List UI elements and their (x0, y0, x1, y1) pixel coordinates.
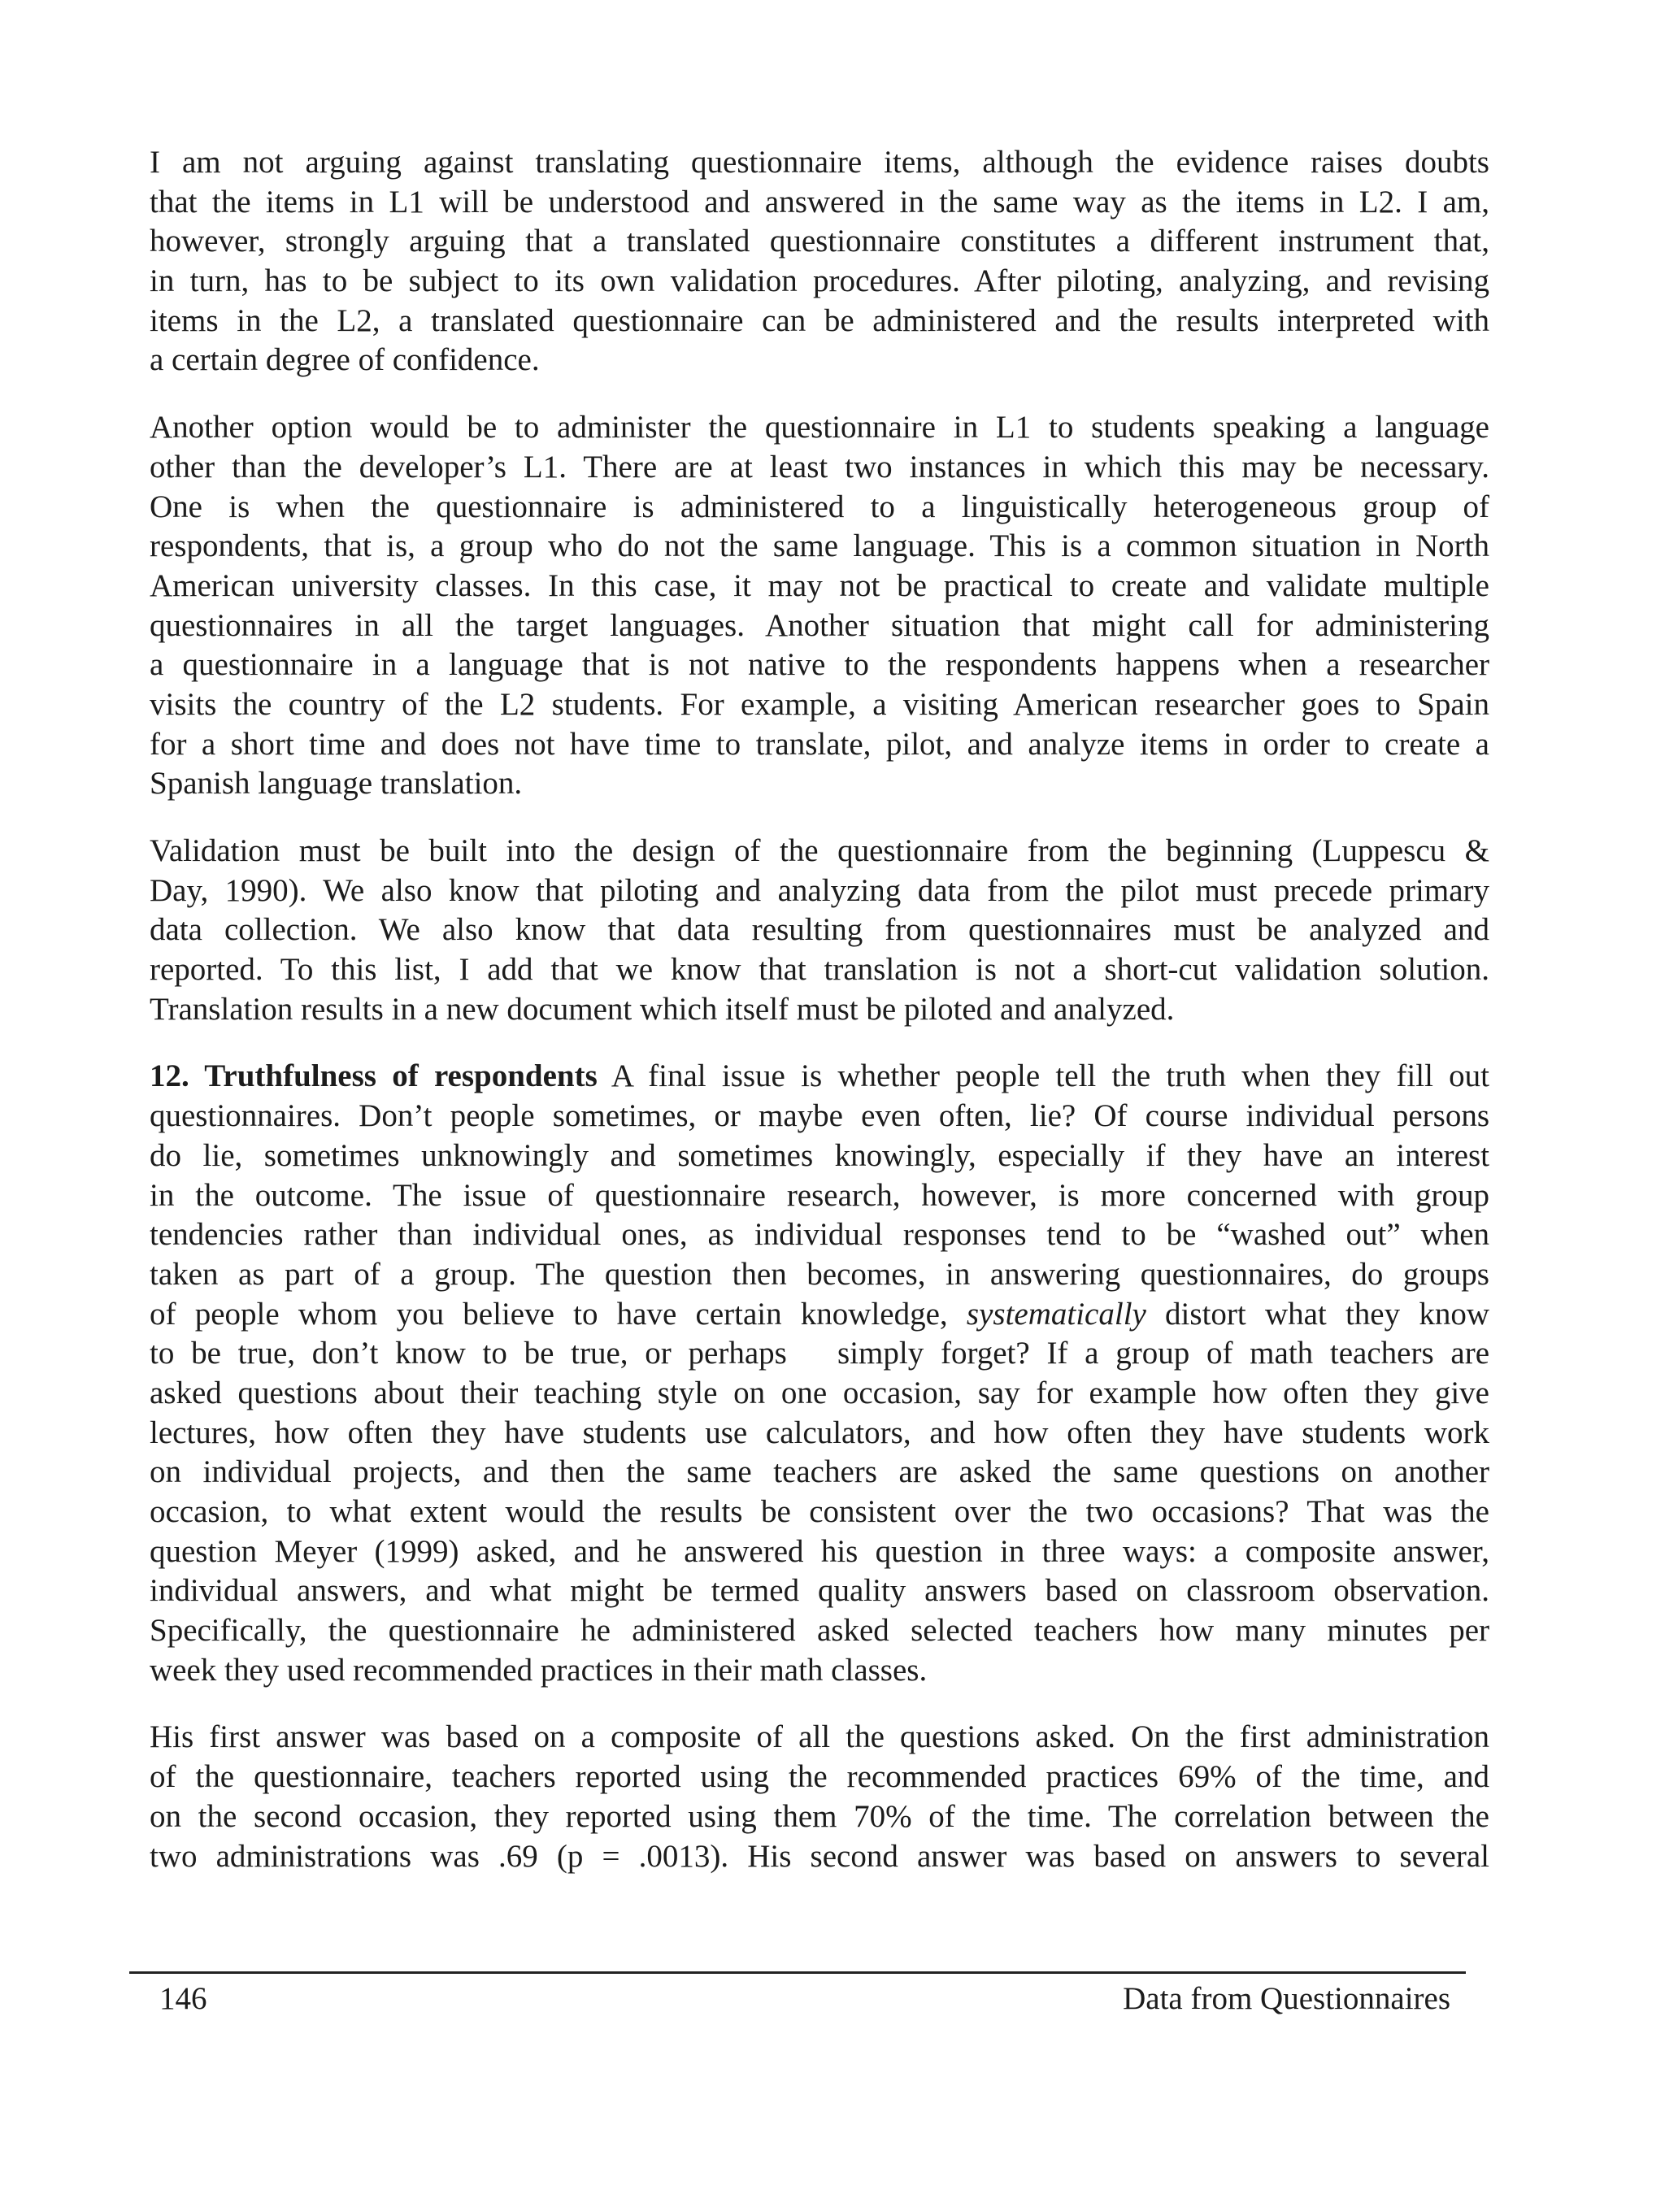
text-line: individual answers, and what might be termed quality answers based on classroom observation. (150, 1573, 1489, 1609)
text-line (150, 1057, 1489, 1097)
text-line: respondents, that is, a group who do not the same language. This is a common situation in North (150, 528, 1489, 564)
text-line: Spanish language translation. (150, 766, 523, 802)
text-line: two administrations was .69 (p = .0013). His second answer was based on answers to several (150, 1838, 1489, 1874)
text-line: I am not arguing against translating questionnaire items, although the evidence raises doubts (150, 145, 1489, 180)
text-segment: of people whom you believe to have certain knowledge, (150, 1296, 967, 1332)
text-line: in turn, has to be subject to its own validation procedures. After piloting, analyzing, and revising (150, 263, 1489, 299)
text-line: asked questions about their teaching style on one occasion, say for example how often they give (150, 1375, 1489, 1410)
text-line: that the items in L1 will be understood and answered in the same way as the items in L2. I am, (150, 184, 1489, 219)
text-line: Specifically, the questionnaire he administered asked selected teachers how many minutes per (150, 1613, 1489, 1649)
text-line: His first answer was based on a composite of all the questions asked. On the first administration (150, 1719, 1489, 1755)
text-line: on the second occasion, they reported using them 70% of the time. The correlation between the (150, 1798, 1489, 1834)
text-line: lectures, how often they have students use calculators, and how often they have students work (150, 1415, 1489, 1450)
text-line: taken as part of a group. The question then becomes, in answering questionnaires, do groups (150, 1256, 1489, 1292)
text-line: tendencies rather than individual ones, as individual responses tend to be “washed out” when (150, 1217, 1489, 1253)
text-line: American university classes. In this case, it may not be practical to create and validate multiple (150, 567, 1489, 603)
text-line: in the outcome. The issue of questionnaire research, however, is more concerned with group (150, 1177, 1489, 1213)
text-line: Validation must be built into the design of the questionnaire from the beginning (Luppescu & (150, 833, 1489, 868)
emphasis: systematically (966, 1296, 1146, 1332)
text-line: data collection. We also know that data resulting from questionnaires must be analyzed and (150, 912, 1489, 948)
text-line: items in the L2, a translated questionnaire can be administered and the results interpreted with (150, 302, 1489, 338)
text-line: One is when the questionnaire is administered to a linguistically heterogeneous group of (150, 489, 1489, 524)
paragraph (150, 408, 1489, 804)
text-line (150, 1295, 1489, 1335)
paragraph (150, 832, 1489, 1029)
text-line: question Meyer (1999) asked, and he answered his question in three ways: a composite answer, (150, 1533, 1489, 1569)
text-line: however, strongly arguing that a translated questionnaire constitutes a different instrument that, (150, 224, 1489, 259)
text-line: other than the developer’s L1. There are at least two instances in which this may be necessary. (150, 449, 1489, 485)
running-title: Data from Questionnaires (1123, 1981, 1450, 2016)
text-segment: distort what they know (1146, 1296, 1489, 1332)
text-line: a certain degree of confidence. (150, 342, 540, 378)
text-line: do lie, sometimes unknowingly and sometimes knowingly, especially if they have an interest (150, 1137, 1489, 1173)
paragraph (150, 1718, 1489, 1876)
text-line: questionnaires. Don’t people sometimes, or maybe even often, lie? Of course individual persons (150, 1098, 1489, 1134)
text-line: Another option would be to administer the questionnaire in L1 to students speaking a language (150, 410, 1489, 445)
text-line: to be true, don’t know to be true, or perhaps simply forget? If a group of math teachers are (150, 1336, 1489, 1371)
text-line: on individual projects, and then the same teachers are asked the same questions on another (150, 1454, 1489, 1490)
section-heading: 12. Truthfulness of respondents (150, 1058, 598, 1094)
text-line: Translation results in a new document which itself must be piloted and analyzed. (150, 991, 1175, 1027)
text-line: visits the country of the L2 students. For example, a visiting American researcher goes to Spain (150, 686, 1489, 722)
footer-rule (129, 1971, 1466, 1974)
page-number: 146 (159, 1981, 207, 2016)
text-line: questionnaires in all the target languages. Another situation that might call for administering (150, 607, 1489, 643)
text-line: Day, 1990). We also know that piloting and analyzing data from the pilot must precede primary (150, 872, 1489, 908)
text-segment: A final issue is whether people tell the truth when they fill out (597, 1058, 1489, 1094)
text-line: for a short time and does not have time to translate, pilot, and analyze items in order to create a (150, 726, 1489, 762)
text-line: week they used recommended practices in their math classes. (150, 1652, 928, 1688)
text-line: of the questionnaire, teachers reported using the recommended practices 69% of the time, and (150, 1759, 1489, 1795)
paragraph (150, 143, 1489, 380)
page-body (150, 143, 1489, 1904)
paragraph (150, 1057, 1489, 1690)
text-line: a questionnaire in a language that is not native to the respondents happens when a researcher (150, 647, 1489, 683)
text-line: reported. To this list, I add that we know that translation is not a short-cut validation solution. (150, 952, 1489, 988)
text-line: occasion, to what extent would the results be consistent over the two occasions? That was the (150, 1494, 1489, 1529)
